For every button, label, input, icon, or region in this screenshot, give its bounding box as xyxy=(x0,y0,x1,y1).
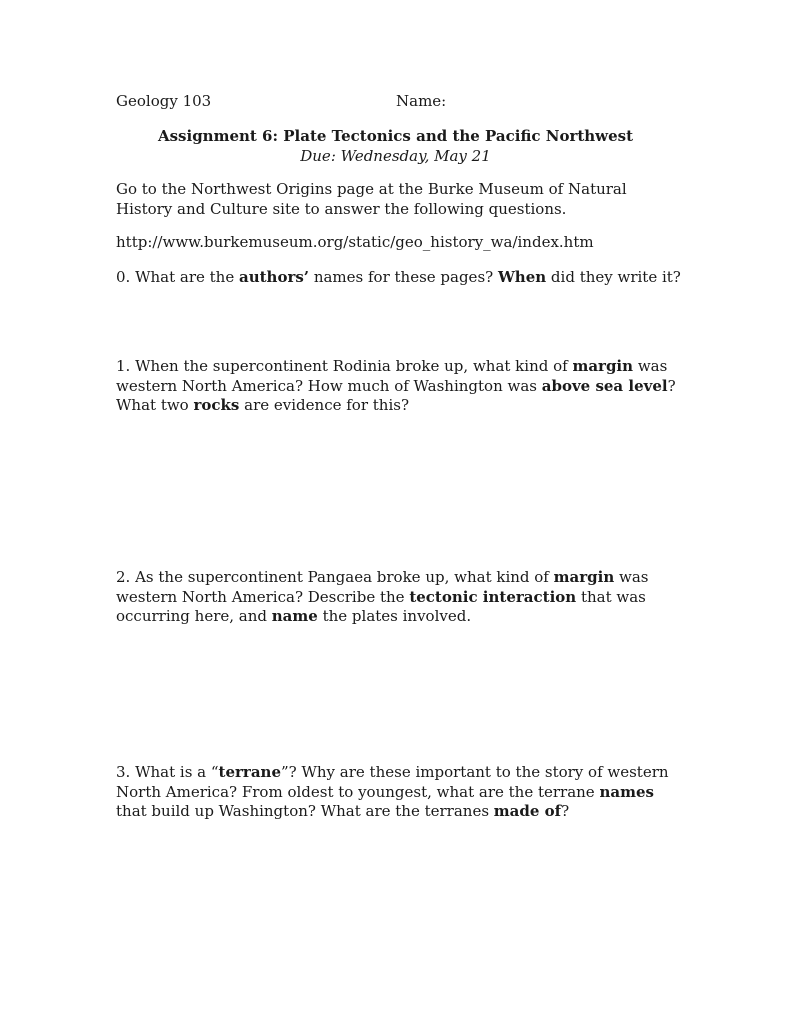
question-text: was western North America? How much of Washington was xyxy=(116,357,668,395)
question-text: ”? Why are these important to the story of western North America? From oldest to youngest, what are the terrane xyxy=(116,763,669,801)
due-date: Due: Wednesday, May 21 xyxy=(300,146,491,165)
question-1 xyxy=(116,357,686,416)
question-keyword: rocks xyxy=(193,396,240,414)
question-keyword: tectonic interaction xyxy=(409,587,577,606)
question-text: ? xyxy=(561,802,570,820)
question-text: that was occurring here, and xyxy=(116,587,646,625)
question-keyword: name xyxy=(271,607,318,625)
question-text: 3. What is a “ xyxy=(116,763,219,781)
question-keyword: names xyxy=(599,782,654,801)
header-row xyxy=(116,92,676,112)
question-keyword: authors’ xyxy=(239,268,310,286)
question-0 xyxy=(116,268,686,288)
question-text: that build up Washington? What are the terranes xyxy=(116,802,494,820)
question-text: the plates involved. xyxy=(317,607,472,625)
question-text: 0. What are the xyxy=(116,268,239,286)
question-keyword: terrane xyxy=(218,763,281,781)
question-text: 1. When the supercontinent Rodinia broke up, what kind of xyxy=(116,357,573,375)
question-3 xyxy=(116,763,686,822)
course-label: Geology 103 xyxy=(116,92,212,110)
question-keyword: made of xyxy=(493,802,562,820)
question-text: did they write it? xyxy=(546,268,681,286)
name-field-label: Name: xyxy=(396,92,447,110)
question-text: ? What two xyxy=(116,376,676,414)
question-keyword: margin xyxy=(572,357,634,375)
intro-paragraph: Go to the Northwest Origins page at the Burke Museum of Natural History and Culture site to answer the following questions. xyxy=(116,180,627,218)
question-keyword: above sea level xyxy=(541,376,668,395)
question-keyword: margin xyxy=(553,568,615,586)
assignment-title: Assignment 6: Plate Tectonics and the Pacific Northwest xyxy=(157,127,634,145)
museum-url: http://www.burkemuseum.org/static/geo_history_wa/index.htm xyxy=(116,233,594,251)
question-text: was western North America? Describe the xyxy=(116,568,649,606)
question-text: are evidence for this? xyxy=(239,396,409,414)
question-2 xyxy=(116,568,686,627)
title-block xyxy=(0,127,791,166)
question-text: names for these pages? xyxy=(309,268,498,286)
question-text: 2. As the supercontinent Pangaea broke up, what kind of xyxy=(116,568,554,586)
question-keyword: When xyxy=(497,268,547,286)
